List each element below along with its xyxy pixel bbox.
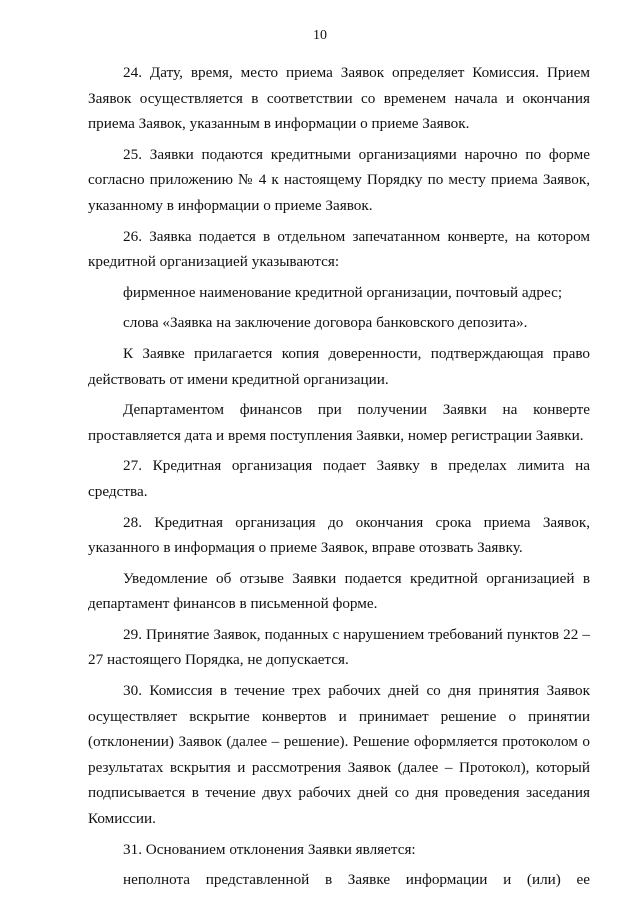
paragraph-26: 26. Заявка подается в отдельном запечатанном конверте, на котором кредитной организацией указываются: <box>88 227 590 271</box>
paragraph-25: 25. Заявки подаются кредитными организациями нарочно по форме согласно приложению № 4 к настоящему Порядку по месту приема Заявок, указанному в информации о приеме Заявок. <box>88 145 590 214</box>
paragraph-power-of-attorney: К Заявке прилагается копия доверенности, подтверждающая право действовать от имени кредитной организации. <box>88 344 590 388</box>
paragraph-26-item-words: слова «Заявка на заключение договора банковского депозита». <box>123 314 528 332</box>
paragraph-31-item-incomplete: неполнота представленной в Заявке информации и (или) ее <box>123 871 590 889</box>
document-body <box>88 60 590 898</box>
paragraph-30: 30. Комиссия в течение трех рабочих дней со дня принятия Заявок осуществляет вскрытие конвертов и принимает решение о принятии (отклонении) Заявок (далее – решение). Решение оформляется протоколом о результатах вскрытия и рассмотрения Заявок (далее – Протокол), который подписывается в течение двух рабочих дней со дня проведения заседания Комиссии. <box>88 682 590 828</box>
paragraph-28: 28. Кредитная организация до окончания срока приема Заявок, указанного в информация о приеме Заявок, вправе отозвать Заявку. <box>88 513 590 557</box>
paragraph-department-registration: Департаментом финансов при получении Заявки на конверте проставляется дата и время поступления Заявки, номер регистрации Заявки. <box>88 401 590 444</box>
paragraph-26-item-name: фирменное наименование кредитной организации, почтовый адрес; <box>123 283 563 301</box>
paragraph-24: 24. Дату, время, место приема Заявок определяет Комиссия. Прием Заявок осуществляется в соответствии со временем начала и окончания приема Заявок, указанным в информации о приеме Заявок. <box>88 64 590 133</box>
paragraph-29: 29. Принятие Заявок, поданных с нарушением требований пунктов 22 – 27 настоящего Порядка, не допускается. <box>88 625 590 669</box>
paragraph-31: 31. Основанием отклонения Заявки является: <box>123 840 416 858</box>
paragraph-27: 27. Кредитная организация подает Заявку в пределах лимита на средства. <box>88 457 590 500</box>
page-number: 10 <box>313 28 327 43</box>
paragraph-withdrawal-notice: Уведомление об отзыве Заявки подается кредитной организацией в департамент финансов в письменной форме. <box>88 569 590 613</box>
